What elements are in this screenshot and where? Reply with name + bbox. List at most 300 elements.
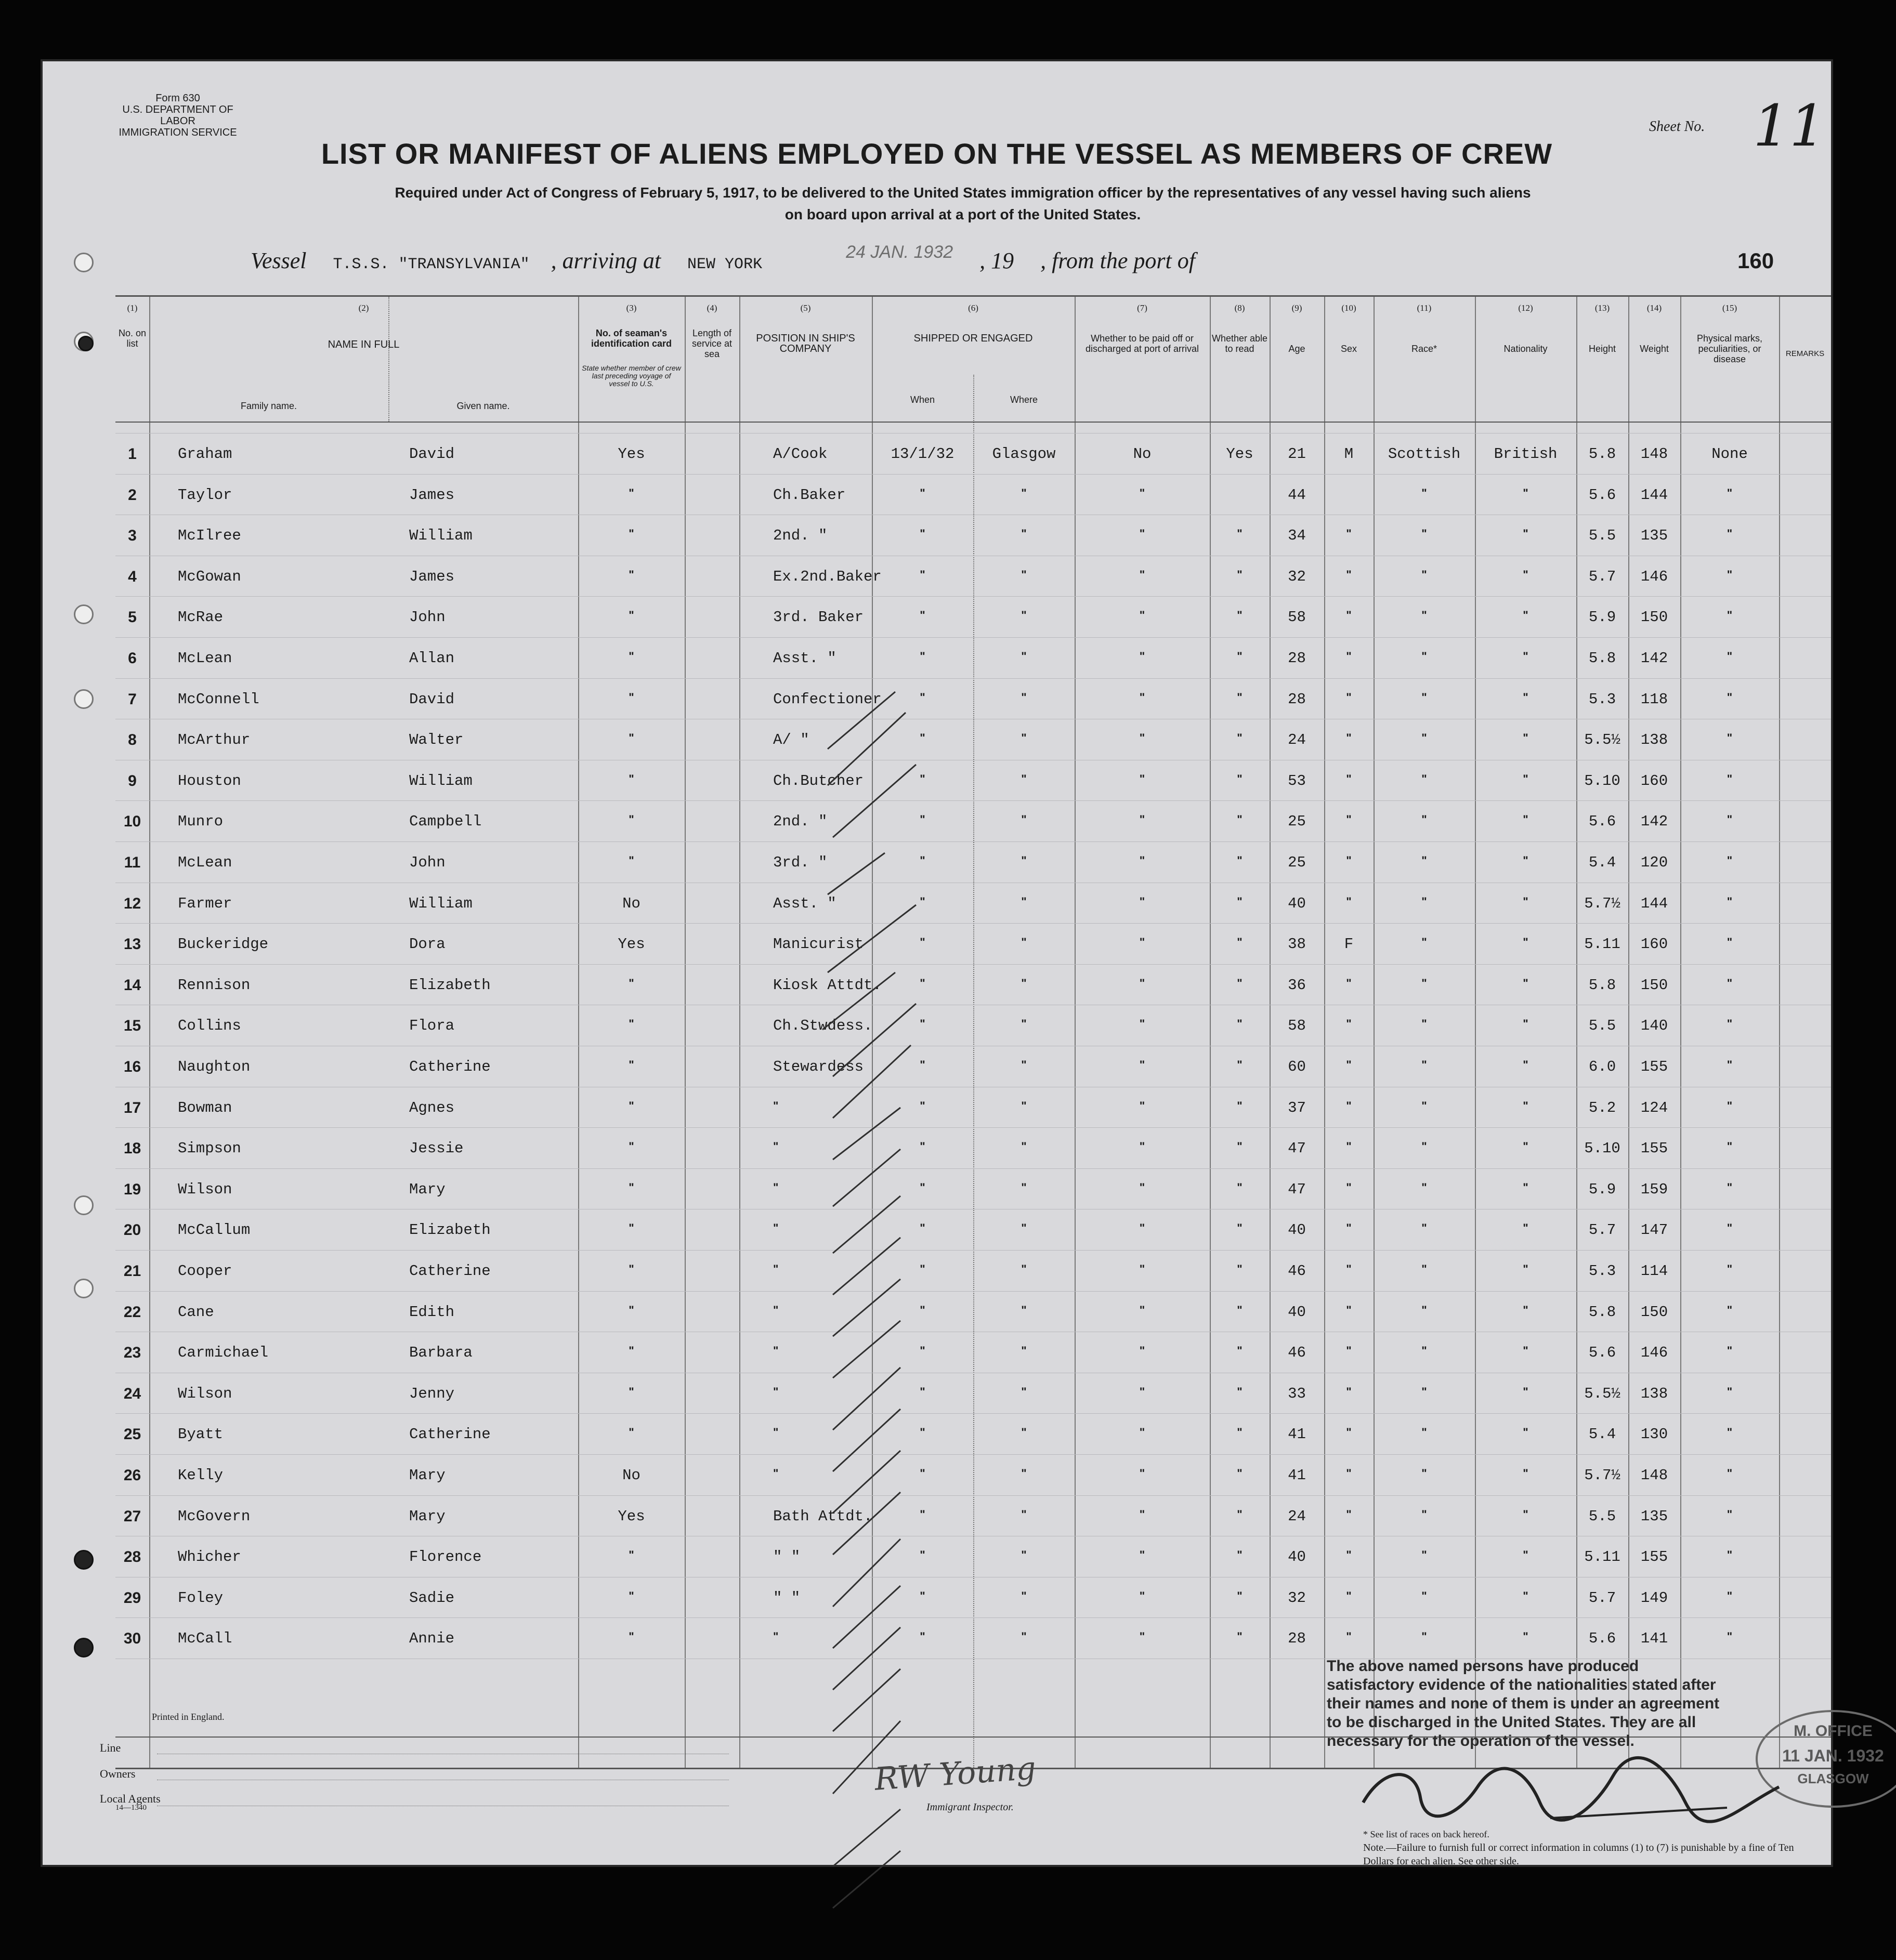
nationality: British xyxy=(1494,445,1558,463)
given-name: Edith xyxy=(409,1303,455,1321)
header-length-of-service: Length of service at sea xyxy=(691,328,733,359)
position: 3rd. Baker xyxy=(773,609,864,626)
nationality: " xyxy=(1523,486,1528,499)
check-mark xyxy=(833,1669,900,1731)
col-num-3: (3) xyxy=(626,303,637,313)
able-to-read: " xyxy=(1237,690,1243,704)
row-number: 10 xyxy=(123,813,141,831)
given-name: Jessie xyxy=(409,1140,464,1157)
nationality: " xyxy=(1523,1221,1528,1235)
physical-marks: " xyxy=(1727,1589,1733,1602)
family-name: Whicher xyxy=(178,1548,241,1566)
col-num-11: (11) xyxy=(1417,303,1432,313)
col-num-7: (7) xyxy=(1137,303,1147,313)
able-to-read: " xyxy=(1237,1630,1243,1643)
race: " xyxy=(1421,650,1427,663)
paid-off: " xyxy=(1139,1385,1145,1398)
date-stamp: 24 JAN. 1932 xyxy=(846,242,953,262)
shipped-when: " xyxy=(920,1507,925,1521)
row-number: 11 xyxy=(124,854,141,871)
shipped-when: 13/1/32 xyxy=(891,445,954,463)
sheet-label: Sheet No. xyxy=(1649,119,1705,135)
given-name: James xyxy=(409,568,455,585)
nationality: " xyxy=(1523,1303,1528,1317)
previous-voyage: " xyxy=(629,1589,634,1602)
given-name: Agnes xyxy=(409,1099,455,1116)
given-name: Walter xyxy=(409,731,464,749)
header-paid-off: Whether to be paid off or discharged at port of arrival xyxy=(1085,333,1199,354)
weight: 142 xyxy=(1640,813,1668,831)
family-name: Cane xyxy=(178,1303,214,1321)
weight: 138 xyxy=(1640,1385,1668,1402)
height: 5.6 xyxy=(1588,813,1616,831)
nationality: " xyxy=(1523,1058,1528,1071)
nationality: " xyxy=(1523,690,1528,704)
sheet-number: 11 xyxy=(1753,93,1826,159)
form-header xyxy=(110,93,245,138)
shipped-where: " xyxy=(1021,1058,1027,1071)
given-name: David xyxy=(409,445,455,463)
height: 5.10 xyxy=(1584,772,1620,790)
shipped-when: " xyxy=(920,895,925,908)
weight: 148 xyxy=(1640,445,1668,463)
row-rule xyxy=(115,474,1831,475)
race: " xyxy=(1421,1507,1427,1521)
header-no-on-list: No. on list xyxy=(118,328,147,349)
position: " xyxy=(773,1140,779,1153)
sex: " xyxy=(1346,1507,1352,1521)
age: 47 xyxy=(1288,1180,1306,1198)
position: Confectioner xyxy=(773,690,882,708)
weight: 118 xyxy=(1640,690,1668,708)
paid-off: " xyxy=(1139,650,1145,663)
row-number: 26 xyxy=(123,1467,141,1484)
paid-off: " xyxy=(1139,936,1145,949)
paid-off: " xyxy=(1139,1262,1145,1275)
height: 6.0 xyxy=(1588,1058,1616,1075)
sex: " xyxy=(1346,1344,1352,1358)
previous-voyage: " xyxy=(629,690,634,704)
header-weight: Weight xyxy=(1640,344,1669,354)
physical-marks: " xyxy=(1727,1344,1733,1358)
check-mark xyxy=(833,1627,900,1690)
able-to-read: " xyxy=(1237,1467,1243,1480)
race: " xyxy=(1421,895,1427,908)
race: " xyxy=(1421,1426,1427,1439)
height: 5.2 xyxy=(1588,1099,1616,1116)
ship-agent-signature xyxy=(1353,1745,1789,1829)
shipped-when: " xyxy=(920,936,925,949)
check-mark xyxy=(833,1279,900,1336)
header-age: Age xyxy=(1288,344,1305,354)
shipped-when: " xyxy=(920,1099,925,1112)
vessel-line xyxy=(251,242,1195,274)
position: " xyxy=(773,1303,779,1317)
binder-hole xyxy=(74,1550,94,1570)
age: 58 xyxy=(1288,1017,1306,1035)
sex: " xyxy=(1346,813,1352,826)
given-name: Mary xyxy=(409,1467,446,1484)
header-seaman-card: No. of seaman's identification card xyxy=(591,328,672,349)
col-num-4: (4) xyxy=(707,303,717,313)
row-number: 8 xyxy=(128,731,137,749)
able-to-read: " xyxy=(1237,854,1243,867)
row-number: 5 xyxy=(128,609,137,626)
weight: 149 xyxy=(1640,1589,1668,1607)
sex: " xyxy=(1346,527,1352,541)
subtitle-line-2: on board upon arrival at a port of the United States. xyxy=(784,206,1141,222)
nationality: " xyxy=(1523,609,1528,622)
height: 5.11 xyxy=(1584,936,1620,953)
physical-marks: " xyxy=(1727,1140,1733,1153)
previous-voyage: " xyxy=(629,772,634,785)
family-name: Rennison xyxy=(178,976,251,994)
sex: " xyxy=(1346,1180,1352,1194)
able-to-read: " xyxy=(1237,1099,1243,1112)
position: Asst. " xyxy=(773,650,836,667)
physical-marks: " xyxy=(1727,1017,1733,1031)
sex: " xyxy=(1346,1548,1352,1562)
row-number: 24 xyxy=(123,1385,141,1402)
department: U.S. DEPARTMENT OF LABOR xyxy=(122,104,233,127)
nationality: " xyxy=(1523,1507,1528,1521)
paid-off: " xyxy=(1139,690,1145,704)
able-to-read: " xyxy=(1237,1221,1243,1235)
position: 3rd. " xyxy=(773,854,828,871)
shipped-where: " xyxy=(1021,650,1027,663)
nationality: " xyxy=(1523,1180,1528,1194)
weight: 135 xyxy=(1640,1507,1668,1525)
shipped-where: " xyxy=(1021,1344,1027,1358)
sex: " xyxy=(1346,1099,1352,1112)
from-port-label: , from the port of xyxy=(1040,248,1195,273)
vessel-name: T.S.S. "TRANSYLVANIA" xyxy=(333,256,530,273)
nationality: " xyxy=(1523,1140,1528,1153)
binder-hole xyxy=(74,1195,94,1215)
check-mark xyxy=(833,1108,900,1160)
physical-marks: None xyxy=(1711,445,1748,463)
header-where: Where xyxy=(1010,394,1038,405)
sex: " xyxy=(1346,1262,1352,1275)
binder-hole xyxy=(74,604,94,624)
inspector-label: Immigrant Inspector. xyxy=(926,1801,1014,1813)
header-name-in-full: NAME IN FULL xyxy=(328,339,400,350)
race: " xyxy=(1421,813,1427,826)
height: 5.8 xyxy=(1588,976,1616,994)
previous-voyage: " xyxy=(629,1058,634,1071)
given-name: John xyxy=(409,609,446,626)
nationality: " xyxy=(1523,895,1528,908)
given-name: Dora xyxy=(409,936,446,953)
weight: 138 xyxy=(1640,731,1668,749)
certification-note: The above named persons have produced satisfactory evidence of the nationalities stated after their names and none of them is under an agreement to be discharged in the United States. They are all necessary for the operation of the vessel. xyxy=(1327,1658,1720,1749)
shipped-when: " xyxy=(920,854,925,867)
age: 38 xyxy=(1288,936,1306,953)
nationality: " xyxy=(1523,1262,1528,1275)
nationality: " xyxy=(1523,813,1528,826)
previous-voyage: No xyxy=(622,895,640,912)
sex: " xyxy=(1346,1017,1352,1031)
race: " xyxy=(1421,1344,1427,1358)
check-mark xyxy=(833,1809,900,1866)
weight: 144 xyxy=(1640,895,1668,912)
col-num-12: (12) xyxy=(1518,303,1533,313)
check-mark xyxy=(833,1851,900,1908)
family-name: McGowan xyxy=(178,568,241,585)
row-rule xyxy=(115,678,1831,679)
shipped-when: " xyxy=(920,1303,925,1317)
weight: 141 xyxy=(1640,1630,1668,1648)
inspector-signature: RW Young xyxy=(873,1750,1037,1798)
age: 21 xyxy=(1288,445,1306,463)
age: 25 xyxy=(1288,854,1306,871)
race: " xyxy=(1421,1589,1427,1602)
owners-label: Owners xyxy=(100,1767,136,1780)
arriving-label: , arriving at xyxy=(551,248,661,273)
shipped-where: " xyxy=(1021,1426,1027,1439)
row-number: 17 xyxy=(123,1099,141,1116)
age: 34 xyxy=(1288,527,1306,545)
previous-voyage: " xyxy=(629,1303,634,1317)
paid-off: No xyxy=(1133,445,1152,463)
binder-hole xyxy=(74,1638,94,1658)
height: 5.5 xyxy=(1588,1017,1616,1035)
given-name: Annie xyxy=(409,1630,455,1648)
age: 53 xyxy=(1288,772,1306,790)
header-physical-marks: Physical marks, peculiarities, or disease xyxy=(1696,333,1763,364)
position: " xyxy=(773,1630,779,1643)
position: Ex.2nd.Baker xyxy=(773,568,882,585)
shipped-where: " xyxy=(1021,527,1027,541)
shipped-when: " xyxy=(920,976,925,990)
row-number: 27 xyxy=(123,1507,141,1525)
weight: 130 xyxy=(1640,1426,1668,1443)
position: Manicurist xyxy=(773,936,864,953)
race: Scottish xyxy=(1388,445,1461,463)
family-name: Bowman xyxy=(178,1099,232,1116)
given-name: James xyxy=(409,486,455,504)
header-able-to-read: Whether able to read xyxy=(1211,333,1268,354)
family-name: McArthur xyxy=(178,731,251,749)
sex: " xyxy=(1346,650,1352,663)
given-name: Elizabeth xyxy=(409,976,491,994)
able-to-read: " xyxy=(1237,1548,1243,1562)
family-name: Farmer xyxy=(178,895,232,912)
shipped-where: Glasgow xyxy=(992,445,1056,463)
shipped-where: " xyxy=(1021,486,1027,499)
previous-voyage: " xyxy=(629,486,634,499)
nationality: " xyxy=(1523,936,1528,949)
shipped-when: " xyxy=(920,486,925,499)
given-name: Catherine xyxy=(409,1262,491,1280)
physical-marks: " xyxy=(1727,772,1733,785)
shipped-when: " xyxy=(920,650,925,663)
paid-off: " xyxy=(1139,1017,1145,1031)
given-name: Catherine xyxy=(409,1058,491,1075)
height: 5.7½ xyxy=(1584,1467,1620,1484)
weight: 160 xyxy=(1640,936,1668,953)
agents-code: 14—1340 xyxy=(115,1804,147,1812)
paid-off: " xyxy=(1139,1630,1145,1643)
nationality: " xyxy=(1523,1344,1528,1358)
previous-voyage: " xyxy=(629,1426,634,1439)
age: 41 xyxy=(1288,1426,1306,1443)
nationality: " xyxy=(1523,1426,1528,1439)
check-mark xyxy=(833,1149,900,1206)
physical-marks: " xyxy=(1727,1180,1733,1194)
race: " xyxy=(1421,568,1427,581)
check-mark xyxy=(833,1409,900,1471)
row-number: 30 xyxy=(123,1630,141,1648)
physical-marks: " xyxy=(1727,486,1733,499)
family-name: Munro xyxy=(178,813,224,831)
weight: 150 xyxy=(1640,976,1668,994)
penalty-note: Note.—Failure to furnish full or correct information in columns (1) to (7) is punishable by a fine of Ten Dollars for each alien. See other side. xyxy=(1363,1842,1794,1867)
row-number: 19 xyxy=(123,1180,141,1198)
race: " xyxy=(1421,1058,1427,1071)
shipped-when: " xyxy=(920,1385,925,1398)
row-number: 25 xyxy=(123,1426,141,1443)
physical-marks: " xyxy=(1727,895,1733,908)
shipped-when: " xyxy=(920,731,925,745)
previous-voyage: No xyxy=(622,1467,640,1484)
previous-voyage: " xyxy=(629,568,634,581)
age: 37 xyxy=(1288,1099,1306,1116)
header-family-name: Family name. xyxy=(240,401,297,411)
given-name: Mary xyxy=(409,1180,446,1198)
paid-off: " xyxy=(1139,1344,1145,1358)
able-to-read: " xyxy=(1237,731,1243,745)
sex: M xyxy=(1344,445,1354,463)
header-when: When xyxy=(910,394,935,405)
stamp-top-text: M. OFFICE xyxy=(1794,1722,1873,1740)
family-name: McIlree xyxy=(178,527,241,545)
race: " xyxy=(1421,486,1427,499)
previous-voyage: Yes xyxy=(618,445,645,463)
race: " xyxy=(1421,1548,1427,1562)
nationality: " xyxy=(1523,1385,1528,1398)
check-mark xyxy=(833,1321,900,1378)
subtitle xyxy=(251,182,1675,226)
paid-off: " xyxy=(1139,486,1145,499)
previous-voyage: " xyxy=(629,854,634,867)
sex: " xyxy=(1346,854,1352,867)
able-to-read: " xyxy=(1237,527,1243,541)
header-seaman-card-note: State whether member of crew last preceding voyage of vessel to U.S. xyxy=(582,364,681,388)
check-mark xyxy=(833,1586,900,1648)
age: 32 xyxy=(1288,568,1306,585)
line-label: Line xyxy=(100,1741,121,1754)
sex: " xyxy=(1346,609,1352,622)
paid-off: " xyxy=(1139,568,1145,581)
check-mark xyxy=(833,1451,900,1513)
age: 40 xyxy=(1288,1548,1306,1566)
header-remarks: REMARKS xyxy=(1785,349,1825,358)
shipped-when: " xyxy=(920,690,925,704)
position: Kiosk Attdt. xyxy=(773,976,882,994)
family-name: Simpson xyxy=(178,1140,241,1157)
shipped-when: " xyxy=(920,1058,925,1071)
given-name: Catherine xyxy=(409,1426,491,1443)
manifest-table xyxy=(115,295,1831,1769)
row-number: 4 xyxy=(128,568,137,585)
race: " xyxy=(1421,690,1427,704)
physical-marks: " xyxy=(1727,1099,1733,1112)
previous-voyage: " xyxy=(629,1344,634,1358)
position: Bath Attdt. xyxy=(773,1507,873,1525)
given-name: William xyxy=(409,895,473,912)
col-num-10: (10) xyxy=(1341,303,1356,313)
height: 5.5½ xyxy=(1584,1385,1620,1402)
physical-marks: " xyxy=(1727,976,1733,990)
binder-hole xyxy=(74,253,94,272)
weight: 144 xyxy=(1640,486,1668,504)
race: " xyxy=(1421,772,1427,785)
height: 5.7½ xyxy=(1584,895,1620,912)
paid-off: " xyxy=(1139,976,1145,990)
shipped-where: " xyxy=(1021,1548,1027,1562)
physical-marks: " xyxy=(1727,1467,1733,1480)
given-name: Florence xyxy=(409,1548,482,1566)
physical-marks: " xyxy=(1727,1058,1733,1071)
physical-marks: " xyxy=(1727,1385,1733,1398)
nationality: " xyxy=(1523,1099,1528,1112)
local-agents-label: Local Agents xyxy=(100,1792,161,1805)
row-number: 9 xyxy=(128,772,137,790)
sex: F xyxy=(1344,936,1354,953)
able-to-read: " xyxy=(1237,1589,1243,1602)
height: 5.6 xyxy=(1588,1630,1616,1648)
physical-marks: " xyxy=(1727,650,1733,663)
age: 24 xyxy=(1288,731,1306,749)
weight: 155 xyxy=(1640,1140,1668,1157)
family-name: Byatt xyxy=(178,1426,224,1443)
shipped-when: " xyxy=(920,1180,925,1194)
family-name: Kelly xyxy=(178,1467,224,1484)
col-num-5: (5) xyxy=(800,303,811,313)
shipped-where: " xyxy=(1021,1507,1027,1521)
previous-voyage: " xyxy=(629,609,634,622)
shipped-when: " xyxy=(920,1262,925,1275)
header-shipped-or-engaged: SHIPPED OR ENGAGED xyxy=(913,333,1033,344)
able-to-read: Yes xyxy=(1226,445,1253,463)
given-name: Barbara xyxy=(409,1344,473,1362)
family-name: Carmichael xyxy=(178,1344,269,1362)
age: 40 xyxy=(1288,1221,1306,1239)
sex: " xyxy=(1346,895,1352,908)
able-to-read: " xyxy=(1237,976,1243,990)
col-num-6: (6) xyxy=(968,303,978,313)
paid-off: " xyxy=(1139,731,1145,745)
header-race: Race* xyxy=(1411,344,1437,354)
physical-marks: " xyxy=(1727,1630,1733,1643)
physical-marks: " xyxy=(1727,1221,1733,1235)
able-to-read: " xyxy=(1237,1507,1243,1521)
shipped-where: " xyxy=(1021,813,1027,826)
height: 5.7 xyxy=(1588,568,1616,585)
height: 5.7 xyxy=(1588,1221,1616,1239)
check-mark xyxy=(828,905,916,972)
race: " xyxy=(1421,1630,1427,1643)
weight: 135 xyxy=(1640,527,1668,545)
previous-voyage: " xyxy=(629,1140,634,1153)
given-name: John xyxy=(409,854,446,871)
weight: 155 xyxy=(1640,1058,1668,1075)
weight: 146 xyxy=(1640,1344,1668,1362)
family-name: Houston xyxy=(178,772,241,790)
sex: " xyxy=(1346,1303,1352,1317)
race: " xyxy=(1421,527,1427,541)
